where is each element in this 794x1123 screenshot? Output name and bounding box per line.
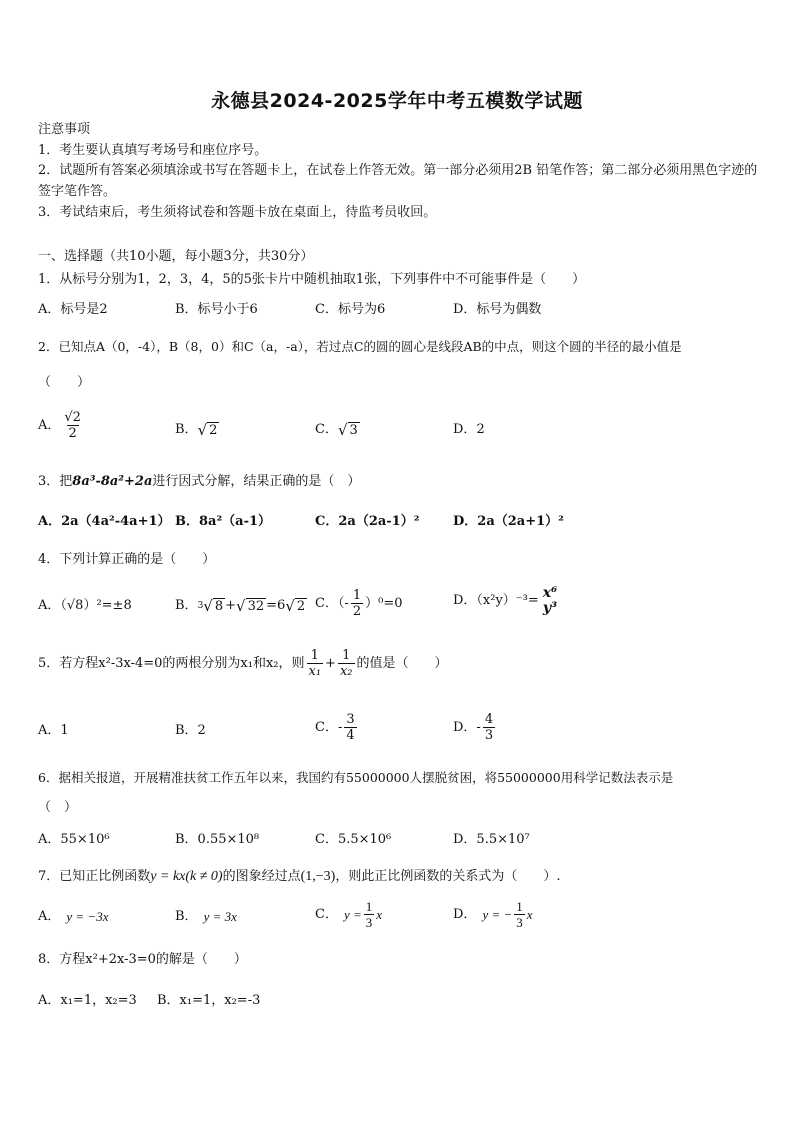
q7-option-b bbox=[175, 907, 237, 927]
q8-option-b: B．x₁=1，x₂=-3 bbox=[157, 993, 261, 1008]
page-title: 永德县2024-2025学年中考五模数学试题 bbox=[211, 90, 583, 112]
fraction-numerator: x⁶ bbox=[542, 585, 558, 601]
option-label: B． bbox=[175, 598, 198, 613]
fraction-numerator: 1 bbox=[516, 899, 523, 914]
option-label: D．（x²y）⁻³= bbox=[453, 593, 539, 608]
q4-option-c bbox=[315, 588, 403, 619]
radicand: 2 bbox=[296, 599, 306, 614]
option-label: C． bbox=[315, 422, 338, 437]
square-root: √ 2 bbox=[285, 597, 306, 615]
q6-option-d: D．5.5×10⁷ bbox=[453, 832, 530, 847]
q4-option-d bbox=[453, 586, 561, 616]
option-label: D． bbox=[453, 906, 477, 922]
point-coordinates: (1,−3) bbox=[300, 869, 336, 884]
notes-heading: 注意事项 bbox=[38, 122, 91, 137]
q2-paren: （ ） bbox=[38, 375, 91, 390]
function-expression: y = kx(k ≠ 0) bbox=[150, 869, 223, 884]
fraction bbox=[62, 410, 83, 441]
equation-lhs: y = bbox=[343, 906, 362, 922]
stem-text: 5．若方程x²-3x-4=0的两根分别为x₁和x₂，则 bbox=[38, 655, 305, 671]
q1-option-a: A．标号是2 bbox=[38, 302, 108, 317]
option-value: ）⁰=0 bbox=[365, 595, 403, 611]
question-6-stem: 6．据相关报道，开展精准扶贫工作五年以来，我国约有55000000人摆脱贫困，将55000000用科学记数法表示是 bbox=[38, 770, 674, 785]
q5-option-d bbox=[453, 712, 497, 743]
q6-option-a: A．55×10⁶ bbox=[38, 832, 110, 847]
radicand: 3 bbox=[349, 423, 358, 438]
fraction-denominator: 2 bbox=[68, 426, 77, 441]
cube-root: √ 8 bbox=[203, 597, 224, 615]
fraction-numerator: 1 bbox=[310, 648, 319, 663]
fraction-denominator: x₁ bbox=[308, 664, 322, 679]
q2-option-b bbox=[175, 420, 219, 440]
stem-text: 进行因式分解，结果正确的是（ ） bbox=[152, 474, 361, 489]
option-value: y = −3x bbox=[66, 909, 109, 924]
question-1-stem: 1．从标号分别为1，2，3，4，5的5张卡片中随机抽取1张，下列事件中不可能事件是（ ） bbox=[38, 272, 586, 287]
radicand: 2 bbox=[209, 423, 218, 438]
question-4-stem: 4．下列计算正确的是（ ） bbox=[38, 552, 216, 567]
q5-option-c bbox=[315, 712, 359, 743]
square-root: √ 3 bbox=[337, 421, 358, 439]
square-root: √ 32 bbox=[236, 597, 265, 615]
variable: x bbox=[376, 906, 383, 922]
fraction-denominator: 3 bbox=[365, 915, 373, 930]
question-5-stem bbox=[38, 648, 448, 679]
option-label: A． bbox=[38, 417, 61, 433]
q3-option-b: B．8a²（a-1） bbox=[175, 514, 272, 529]
q7-option-a bbox=[38, 907, 108, 927]
fraction bbox=[514, 899, 525, 930]
option-label: B． bbox=[175, 422, 198, 437]
option-label: D． bbox=[453, 422, 477, 437]
fraction bbox=[364, 899, 375, 930]
option-value: 2 bbox=[476, 422, 485, 437]
expression: 8a³-8a²+2a bbox=[72, 474, 153, 489]
stem-text: 7．已知正比例函数 bbox=[38, 869, 151, 884]
fraction bbox=[307, 648, 324, 679]
q2-option-d bbox=[453, 420, 485, 440]
q7-option-c bbox=[315, 899, 382, 930]
fraction bbox=[541, 586, 559, 616]
q2-option-a bbox=[38, 410, 85, 441]
fraction bbox=[338, 648, 355, 679]
question-3-stem bbox=[38, 472, 360, 492]
question-8-stem: 8．方程x²+2x-3=0的解是（ ） bbox=[38, 952, 247, 967]
result: =6 bbox=[266, 598, 286, 613]
q5-option-b: B．2 bbox=[175, 723, 206, 738]
option-label: D．- bbox=[453, 719, 481, 735]
q1-option-c: C．标号为6 bbox=[315, 302, 386, 317]
q1-option-b: B．标号小于6 bbox=[175, 302, 258, 317]
stem-text: ，则此正比例函数的关系式为（ ）. bbox=[335, 869, 561, 884]
fraction-numerator: 4 bbox=[484, 712, 494, 727]
operator: + bbox=[325, 655, 336, 671]
q4-option-b bbox=[175, 596, 307, 616]
note-item: 3．考试结束后，考生须将试卷和答题卡放在桌面上，待监考员收回。 bbox=[38, 205, 437, 220]
fraction-denominator: 3 bbox=[516, 915, 523, 930]
fraction-numerator: 1 bbox=[342, 648, 351, 663]
fraction-numerator: 1 bbox=[352, 588, 362, 603]
q6-paren: （ ） bbox=[38, 800, 78, 815]
note-item: 1．考生要认真填写考场号和座位序号。 bbox=[38, 143, 268, 158]
fraction bbox=[483, 712, 495, 743]
fraction-denominator: 3 bbox=[484, 728, 494, 743]
section-heading: 一、选择题（共10小题，每小题3分，共30分） bbox=[38, 249, 314, 264]
q6-option-c: C．5.5×10⁶ bbox=[315, 832, 392, 847]
radicand: 8 bbox=[214, 599, 224, 614]
option-label: C．（- bbox=[315, 595, 349, 611]
q3-option-c: C．2a（2a-1）² bbox=[315, 514, 420, 529]
stem-text: 的图象经过点 bbox=[222, 869, 301, 884]
stem-text: 3．把 bbox=[38, 474, 73, 489]
fraction-denominator: x₂ bbox=[339, 664, 353, 679]
q7-option-d bbox=[453, 899, 533, 930]
fraction-denominator: y³ bbox=[542, 600, 558, 616]
fraction-denominator: 2 bbox=[352, 604, 362, 619]
square-root: √ 2 bbox=[197, 421, 218, 439]
root-index: 3 bbox=[197, 601, 204, 611]
equation-lhs: y = − bbox=[482, 906, 513, 922]
fraction-denominator: 4 bbox=[346, 728, 355, 743]
stem-text: 的值是（ ） bbox=[356, 655, 448, 671]
question-7-stem bbox=[38, 867, 560, 887]
q3-option-d: D．2a（2a+1）² bbox=[453, 514, 564, 529]
q8-option-a: A．x₁=1，x₂=3 bbox=[38, 993, 137, 1008]
option-label: B． bbox=[175, 909, 198, 924]
option-label: C．- bbox=[315, 719, 343, 735]
variable: x bbox=[526, 906, 533, 922]
option-label: C． bbox=[315, 906, 338, 922]
q3-option-a: A．2a（4a²-4a+1） bbox=[38, 514, 171, 529]
question-2-stem: 2．已知点A（0，-4），B（8，0）和C（a，-a），若过点C的圆的圆心是线段AB的中点，则这个圆的半径的最小值是 bbox=[38, 339, 682, 354]
option-label: A． bbox=[38, 909, 61, 924]
q2-option-c bbox=[315, 420, 360, 440]
fraction bbox=[351, 588, 363, 619]
q1-option-d: D．标号为偶数 bbox=[453, 302, 542, 317]
fraction-numerator: 1 bbox=[365, 899, 373, 914]
note-item: 2．试题所有答案必须填涂或书写在答题卡上，在试卷上作答无效。第一部分必须用2B 铅笔作答；第二部分必须用黑色字迹的签字笔作答。 bbox=[38, 163, 758, 199]
fraction bbox=[344, 712, 356, 743]
option-value: y = 3x bbox=[203, 909, 237, 924]
fraction-numerator: √2 bbox=[64, 410, 81, 425]
fraction-numerator: 3 bbox=[346, 712, 355, 727]
q5-option-a: A．1 bbox=[38, 723, 69, 738]
operator: + bbox=[225, 598, 237, 613]
q6-option-b: B．0.55×10⁸ bbox=[175, 832, 260, 847]
q4-option-a: A．（√8）²=±8 bbox=[38, 598, 132, 613]
radicand: 32 bbox=[247, 599, 265, 614]
